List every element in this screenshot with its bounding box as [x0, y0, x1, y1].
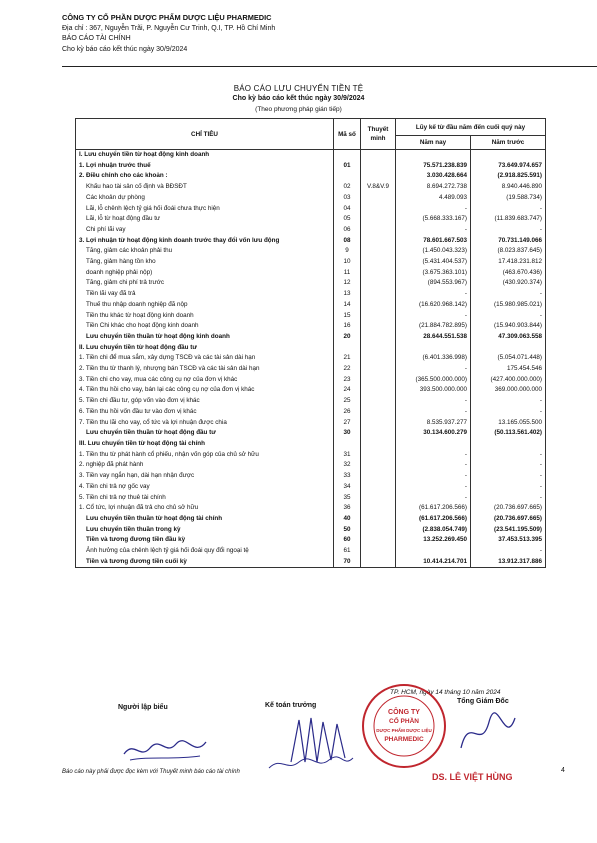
row-current-value: 13.252.269.450	[396, 535, 471, 546]
row-current-value: 10.414.214.701	[396, 557, 471, 568]
company-seal	[360, 682, 448, 770]
accountant-name-signature	[265, 752, 355, 774]
row-label: Chi phí lãi vay	[76, 225, 334, 236]
director-title: Tổng Giám Đốc	[457, 698, 509, 705]
row-previous-value: -	[471, 407, 546, 418]
row-code: 04	[334, 204, 361, 215]
row-label: Tăng, giảm hàng tồn kho	[76, 257, 334, 268]
row-note	[361, 525, 396, 536]
row-code: 26	[334, 407, 361, 418]
row-label: Lãi, lỗ từ hoạt động đầu tư	[76, 214, 334, 225]
row-note	[361, 204, 396, 215]
row-code: 40	[334, 514, 361, 525]
table-row	[76, 289, 546, 300]
row-note	[361, 311, 396, 322]
row-label: Tiền và tương đương tiền cuối kỳ	[76, 557, 334, 568]
row-code: 20	[334, 332, 361, 343]
row-label: Tiền thu khác từ hoạt động kinh doanh	[76, 311, 334, 322]
company-name: CÔNG TY CỔ PHẦN DƯỢC PHẨM DƯỢC LIỆU PHARMEDIC	[62, 13, 272, 22]
row-current-value: 30.134.600.279	[396, 428, 471, 439]
row-code: 15	[334, 311, 361, 322]
row-previous-value: (50.113.561.402)	[471, 428, 546, 439]
row-note	[361, 332, 396, 343]
row-note	[361, 193, 396, 204]
row-current-value: 8.694.272.738	[396, 182, 471, 193]
row-label: Lưu chuyển tiền thuần trong kỳ	[76, 525, 334, 536]
row-current-value: (5.668.333.167)	[396, 214, 471, 225]
page-title: BÁO CÁO LƯU CHUYỂN TIỀN TỆ	[233, 84, 364, 93]
col-header-code: Mã số	[334, 119, 361, 150]
row-note	[361, 268, 396, 279]
row-label: 3. Tiền chi cho vay, mua các công cụ nợ của đơn vị khác	[76, 375, 334, 386]
row-current-value: -	[396, 396, 471, 407]
row-previous-value	[471, 150, 546, 161]
row-previous-value: 175.454.546	[471, 364, 546, 375]
row-note	[361, 385, 396, 396]
row-code: 70	[334, 557, 361, 568]
row-previous-value: (20.736.697.665)	[471, 503, 546, 514]
table-row	[76, 161, 546, 172]
table-row	[76, 182, 546, 193]
row-previous-value: (23.541.195.509)	[471, 525, 546, 536]
row-previous-value: 47.309.063.558	[471, 332, 546, 343]
row-code	[334, 171, 361, 182]
row-previous-value: (2.918.825.591)	[471, 171, 546, 182]
row-current-value: -	[396, 493, 471, 504]
cash-flow-table	[75, 118, 546, 568]
row-code: 31	[334, 450, 361, 461]
table-row	[76, 214, 546, 225]
row-current-value	[396, 343, 471, 354]
row-previous-value: (19.588.734)	[471, 193, 546, 204]
row-code	[334, 150, 361, 161]
row-previous-value: 13.165.055.500	[471, 418, 546, 429]
row-previous-value: (430.920.374)	[471, 278, 546, 289]
row-code	[334, 343, 361, 354]
row-previous-value: 73.649.974.657	[471, 161, 546, 172]
row-code: 06	[334, 225, 361, 236]
page-subtitle: Cho kỳ báo cáo kết thúc ngày 30/9/2024	[232, 95, 365, 102]
row-label: III. Lưu chuyển tiền từ hoạt động tài chính	[76, 439, 334, 450]
row-previous-value: (427.400.000.000)	[471, 375, 546, 386]
row-previous-value: 8.940.446.890	[471, 182, 546, 193]
col-header-label: CHỈ TIÊU	[76, 119, 334, 150]
row-code: 03	[334, 193, 361, 204]
row-previous-value: (8.023.837.645)	[471, 246, 546, 257]
table-row	[76, 418, 546, 429]
row-previous-value: -	[471, 460, 546, 471]
row-label: Tăng, giảm các khoản phải thu	[76, 246, 334, 257]
row-code: 60	[334, 535, 361, 546]
row-current-value: 8.535.937.277	[396, 418, 471, 429]
table-row	[76, 535, 546, 546]
row-note	[361, 278, 396, 289]
table-row	[76, 460, 546, 471]
row-label: 2. Điều chỉnh cho các khoản :	[76, 171, 334, 182]
preparer-signature	[120, 730, 210, 766]
row-note	[361, 150, 396, 161]
row-previous-value	[471, 439, 546, 450]
row-current-value: 28.644.551.538	[396, 332, 471, 343]
table-row	[76, 525, 546, 536]
table-row	[76, 278, 546, 289]
row-note	[361, 557, 396, 568]
row-label: 6. Tiền thu hồi vốn đầu tư vào đơn vị khác	[76, 407, 334, 418]
row-note	[361, 418, 396, 429]
row-current-value: -	[396, 450, 471, 461]
row-current-value: -	[396, 482, 471, 493]
table-row	[76, 428, 546, 439]
director-signature	[455, 708, 525, 758]
row-note	[361, 471, 396, 482]
company-header	[62, 13, 275, 55]
row-previous-value: 13.912.317.886	[471, 557, 546, 568]
row-label: 2. nghiệp đã phát hành	[76, 460, 334, 471]
table-row	[76, 450, 546, 461]
row-label: Khấu hao tài sản cố định và BĐSĐT	[76, 182, 334, 193]
table-row	[76, 514, 546, 525]
report-name: BÁO CÁO TÀI CHÍNH	[62, 35, 131, 42]
row-previous-value: 17.418.231.812	[471, 257, 546, 268]
row-code: 05	[334, 214, 361, 225]
row-code	[334, 439, 361, 450]
col-header-note: Thuyết minh	[361, 119, 396, 150]
row-current-value: 75.571.238.839	[396, 161, 471, 172]
row-note	[361, 396, 396, 407]
table-row	[76, 268, 546, 279]
row-previous-value: -	[471, 225, 546, 236]
row-current-value: (61.617.206.566)	[396, 503, 471, 514]
accountant-title: Kế toán trưởng	[265, 702, 317, 709]
row-code: 21	[334, 353, 361, 364]
row-code: 10	[334, 257, 361, 268]
row-note	[361, 546, 396, 557]
row-label: Lưu chuyển tiền thuần từ hoạt động đầu tư	[76, 428, 334, 439]
row-note	[361, 300, 396, 311]
row-previous-value: (11.839.683.747)	[471, 214, 546, 225]
row-label: 5. Tiền chi trả nợ thuê tài chính	[76, 493, 334, 504]
row-label: 4. Tiền thu hồi cho vay, bán lại các công cụ nợ của đơn vị khác	[76, 385, 334, 396]
row-previous-value: -	[471, 450, 546, 461]
row-current-value	[396, 150, 471, 161]
table-row	[76, 396, 546, 407]
row-previous-value: -	[471, 204, 546, 215]
row-note	[361, 450, 396, 461]
row-label: 5. Tiền chi đầu tư, góp vốn vào đơn vị khác	[76, 396, 334, 407]
table-row	[76, 204, 546, 215]
table-row	[76, 385, 546, 396]
svg-text:CÔNG TY: CÔNG TY	[388, 709, 420, 716]
row-note	[361, 257, 396, 268]
row-current-value: -	[396, 471, 471, 482]
table-row	[76, 257, 546, 268]
preparer-title: Người lập biểu	[118, 704, 168, 711]
row-code: 61	[334, 546, 361, 557]
row-code: 27	[334, 418, 361, 429]
row-code: 14	[334, 300, 361, 311]
row-current-value: 78.601.667.503	[396, 236, 471, 247]
row-note	[361, 460, 396, 471]
report-period: Cho kỳ báo cáo kết thúc ngày 30/9/2024	[62, 45, 188, 53]
row-previous-value: (20.736.697.665)	[471, 514, 546, 525]
row-note	[361, 375, 396, 386]
row-label: I. Lưu chuyển tiền từ hoạt động kinh doanh	[76, 150, 334, 161]
col-header-current: Năm nay	[396, 136, 471, 150]
cash-flow-body	[76, 150, 546, 568]
table-row	[76, 503, 546, 514]
row-label: 3. Lợi nhuận từ hoạt động kinh doanh trước thay đổi vốn lưu động	[76, 236, 334, 247]
row-previous-value: -	[471, 493, 546, 504]
table-row	[76, 557, 546, 568]
row-code: 50	[334, 525, 361, 536]
row-current-value: 4.489.093	[396, 193, 471, 204]
row-note	[361, 514, 396, 525]
row-label: Tăng, giảm chi phí trả trước	[76, 278, 334, 289]
row-code: 16	[334, 321, 361, 332]
row-previous-value: (15.940.903.844)	[471, 321, 546, 332]
table-row	[76, 321, 546, 332]
col-header-group: Lũy kế từ đầu năm đến cuối quý này	[396, 119, 546, 136]
row-current-value: -	[396, 311, 471, 322]
row-current-value: (61.617.206.566)	[396, 514, 471, 525]
row-current-value: -	[396, 407, 471, 418]
row-current-value: 3.030.428.664	[396, 171, 471, 182]
table-row	[76, 193, 546, 204]
table-row	[76, 482, 546, 493]
row-code: 23	[334, 375, 361, 386]
row-code: 34	[334, 482, 361, 493]
row-code: 9	[334, 246, 361, 257]
row-note	[361, 171, 396, 182]
director-name: DS. LÊ VIỆT HÙNG	[432, 772, 513, 782]
row-note	[361, 364, 396, 375]
row-previous-value: -	[471, 482, 546, 493]
row-code: 35	[334, 493, 361, 504]
row-code: 36	[334, 503, 361, 514]
row-label: 1. Cổ tức, lợi nhuận đã trả cho chủ sở hữu	[76, 503, 334, 514]
row-previous-value: (15.980.985.021)	[471, 300, 546, 311]
row-code: 25	[334, 396, 361, 407]
row-label: Lãi, lỗ chênh lệch tỷ giá hối đoái chưa thực hiện	[76, 204, 334, 215]
table-row	[76, 246, 546, 257]
svg-text:CỔ PHẦN: CỔ PHẦN	[389, 718, 419, 725]
row-previous-value: (463.670.436)	[471, 268, 546, 279]
row-code: 32	[334, 460, 361, 471]
table-row	[76, 171, 546, 182]
row-note	[361, 236, 396, 247]
row-current-value: (1.450.043.323)	[396, 246, 471, 257]
row-label: Thuế thu nhập doanh nghiệp đã nộp	[76, 300, 334, 311]
row-note	[361, 321, 396, 332]
table-row	[76, 300, 546, 311]
row-current-value: 393.500.000.000	[396, 385, 471, 396]
row-previous-value: -	[471, 311, 546, 322]
row-current-value	[396, 546, 471, 557]
row-current-value: (2.838.054.749)	[396, 525, 471, 536]
table-row	[76, 546, 546, 557]
company-address: Địa chỉ : 367, Nguyễn Trãi, P. Nguyễn Cư Trinh, Q.I, TP. Hồ Chí Minh	[62, 24, 276, 32]
row-code: 33	[334, 471, 361, 482]
row-note	[361, 407, 396, 418]
table-row	[76, 364, 546, 375]
row-previous-value	[471, 343, 546, 354]
row-current-value: (16.620.968.142)	[396, 300, 471, 311]
row-current-value: (365.500.000.000)	[396, 375, 471, 386]
table-row	[76, 236, 546, 247]
table-row	[76, 407, 546, 418]
col-header-previous: Năm trước	[471, 136, 546, 150]
row-code: 12	[334, 278, 361, 289]
row-note	[361, 289, 396, 300]
row-note	[361, 428, 396, 439]
row-code: 08	[334, 236, 361, 247]
row-current-value: (6.401.336.998)	[396, 353, 471, 364]
row-label: 4. Tiền chi trả nợ gốc vay	[76, 482, 334, 493]
row-code: 01	[334, 161, 361, 172]
table-row	[76, 150, 546, 161]
row-previous-value: 70.731.149.066	[471, 236, 546, 247]
row-label: Ảnh hưởng của chênh lệch tỷ giá hối đoái quy đổi ngoại tệ	[76, 546, 334, 557]
row-previous-value: -	[471, 289, 546, 300]
row-code: 02	[334, 182, 361, 193]
row-label: Tiền và tương đương tiền đầu kỳ	[76, 535, 334, 546]
row-previous-value: -	[471, 396, 546, 407]
page-number: 4	[561, 767, 565, 774]
row-code: 22	[334, 364, 361, 375]
table-row	[76, 343, 546, 354]
row-note	[361, 503, 396, 514]
row-label: II. Lưu chuyển tiền từ hoạt động đầu tư	[76, 343, 334, 354]
row-note	[361, 439, 396, 450]
row-previous-value: 37.453.513.395	[471, 535, 546, 546]
row-current-value: -	[396, 225, 471, 236]
row-note	[361, 161, 396, 172]
row-label: Tiền Chi khác cho hoạt động kinh doanh	[76, 321, 334, 332]
row-note	[361, 535, 396, 546]
row-previous-value: 369.000.000.000	[471, 385, 546, 396]
row-note	[361, 353, 396, 364]
footer-note: Báo cáo này phải được đọc kèm với Thuyết minh báo cáo tài chính	[62, 769, 240, 775]
row-current-value: (21.884.782.895)	[396, 321, 471, 332]
row-code: 30	[334, 428, 361, 439]
row-current-value: -	[396, 204, 471, 215]
row-label: 1. Tiền thu từ phát hành cổ phiếu, nhận vốn góp của chủ sở hữu	[76, 450, 334, 461]
row-note	[361, 246, 396, 257]
sign-date: TP. HCM, ngày 14 tháng 10 năm 2024	[390, 689, 501, 696]
row-previous-value: (5.054.071.448)	[471, 353, 546, 364]
row-note	[361, 493, 396, 504]
svg-text:DƯỢC PHẨM DƯỢC LIỆU: DƯỢC PHẨM DƯỢC LIỆU	[376, 728, 432, 733]
row-label: doanh nghiệp phải nộp)	[76, 268, 334, 279]
header-rule	[62, 66, 597, 67]
svg-text:PHARMEDIC: PHARMEDIC	[384, 736, 424, 743]
row-label: 2. Tiền thu từ thanh lý, nhượng bán TSCĐ và các tài sản dài hạn	[76, 364, 334, 375]
row-current-value: -	[396, 289, 471, 300]
row-label: Các khoản dự phòng	[76, 193, 334, 204]
row-note	[361, 343, 396, 354]
table-row	[76, 225, 546, 236]
table-row	[76, 353, 546, 364]
row-current-value: (5.431.404.537)	[396, 257, 471, 268]
row-code: 24	[334, 385, 361, 396]
table-row	[76, 332, 546, 343]
row-label: Lưu chuyển tiền thuần từ hoạt động tài chính	[76, 514, 334, 525]
row-note	[361, 225, 396, 236]
row-current-value: (894.553.967)	[396, 278, 471, 289]
table-row	[76, 375, 546, 386]
row-previous-value: -	[471, 471, 546, 482]
row-code: 11	[334, 268, 361, 279]
table-row	[76, 493, 546, 504]
row-label: 7. Tiền thu lãi cho vay, cổ tức và lợi nhuận được chia	[76, 418, 334, 429]
table-row	[76, 471, 546, 482]
row-label: 1. Tiền chi để mua sắm, xây dựng TSCĐ và các tài sản dài hạn	[76, 353, 334, 364]
row-current-value: -	[396, 364, 471, 375]
row-label: Tiền lãi vay đã trả	[76, 289, 334, 300]
row-label: 1. Lợi nhuận trước thuế	[76, 161, 334, 172]
table-row	[76, 439, 546, 450]
table-row	[76, 311, 546, 322]
row-current-value: -	[396, 460, 471, 471]
method-note: (Theo phương pháp gián tiếp)	[255, 106, 342, 113]
row-note	[361, 214, 396, 225]
row-label: 3. Tiền vay ngắn hạn, dài hạn nhận được	[76, 471, 334, 482]
row-current-value: (3.675.363.101)	[396, 268, 471, 279]
row-current-value	[396, 439, 471, 450]
row-code: 13	[334, 289, 361, 300]
row-note: V.8&V.9	[361, 182, 396, 193]
row-label: Lưu chuyển tiền thuần từ hoạt động kinh doanh	[76, 332, 334, 343]
row-previous-value: -	[471, 546, 546, 557]
row-note	[361, 482, 396, 493]
